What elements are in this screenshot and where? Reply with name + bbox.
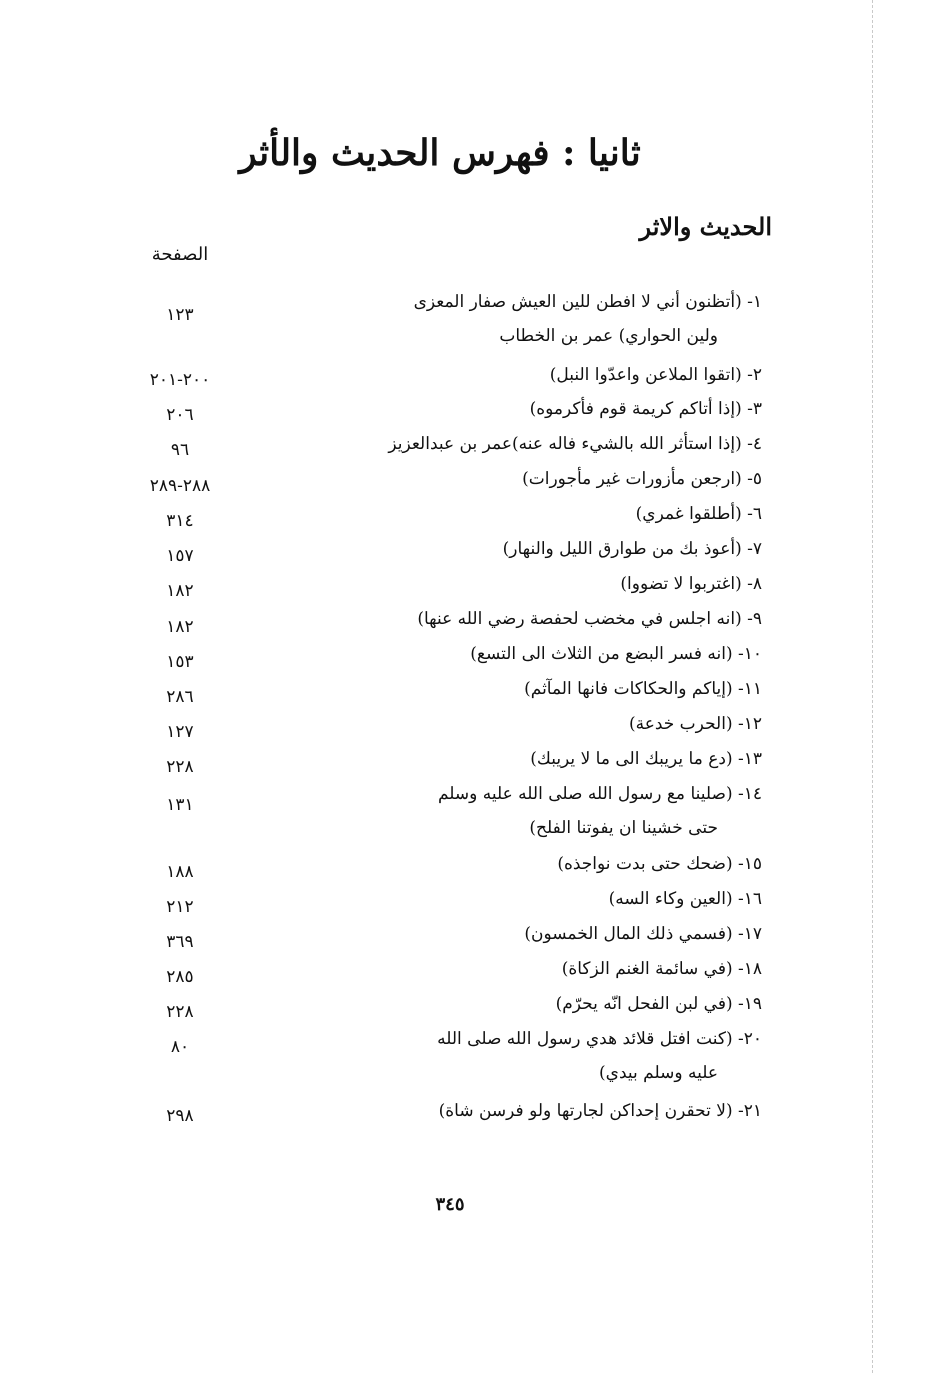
entry-page-number: ١٣١ [166,795,194,815]
entry-page-number: ١٢٧ [166,722,194,742]
index-entry [302,358,762,392]
entry-page-number: ٢٨٥ [166,967,194,987]
index-entry [302,777,762,845]
entry-text: ٦- (أطلقوا غمري) [635,504,762,524]
entry-text: ٢٠- (كنت افتل قلائد هدي رسول الله صلى الله [437,1029,762,1049]
entry-text: ١٢- (الحرب خدعة) [628,714,762,734]
entry-text: ١- (أتظنون أني لا افطن للين العيش صفار المعزى [413,292,762,312]
index-entry [302,917,762,951]
entry-text: ١٨- (في سائمة الغنم الزكاة) [561,959,762,979]
index-entry [302,285,762,353]
entry-page-number: ١٥٧ [166,546,194,566]
entry-page-number: ٣٦٩ [166,932,194,952]
index-entry [302,1022,762,1090]
entry-text: ١٥- (ضحك حتى بدت نواجذه) [557,854,762,874]
index-entry [302,882,762,916]
index-entry [302,567,762,601]
entry-text: ٩- (انه اجلس في مخضب لحفصة رضي الله عنها) [417,609,762,629]
entry-text-continuation: ولين الحواري) عمر بن الخطاب [499,326,718,346]
entry-page-number: ١٨٢ [166,581,194,601]
entry-text: ١٩- (في لبن الفحل انّه يحرّم) [555,994,762,1014]
entry-page-number: ١٥٣ [166,652,194,672]
entry-page-number: ٢٠٦ [166,405,194,425]
index-entry [302,672,762,706]
scan-edge-line [872,0,873,1373]
index-entry [302,707,762,741]
entry-page-number: ٩٦ [170,440,190,460]
entry-text: ١٣- (دع ما يريبك الى ما لا يريبك) [530,749,762,769]
entry-text: ٧- (أعوذ بك من طوارق الليل والنهار) [502,539,762,559]
entry-page-number: ٢١٢ [166,897,194,917]
entry-page-number: ١٢٣ [166,305,194,325]
entry-text: ١١- (إياكم والحكاكات فانها المآثم) [524,679,762,699]
index-entry [302,497,762,531]
index-entry [302,952,762,986]
index-entry [302,602,762,636]
index-entry [302,392,762,426]
entry-page-number: ١٨٢ [166,617,194,637]
entry-page-number: ٢٢٨ [166,757,194,777]
entry-text: ١٧- (فسمي ذلك المال الخمسون) [524,924,762,944]
entry-text: ٢١- (لا تحقرن إحداكن لجارتها ولو فرسن شاة) [438,1101,762,1121]
entry-page-number: ٢٠٠-٢٠١ [149,370,211,390]
entry-text: ١٤- (صلينا مع رسول الله صلى الله عليه وسلم [437,784,762,804]
entry-text: ١٦- (العين وكاء السه) [608,889,762,909]
entry-text: ٣- (إذا أتاكم كريمة قوم فأكرموه) [529,399,762,419]
entry-page-number: ٢٨٦ [166,687,194,707]
index-entry [302,532,762,566]
index-entry [302,462,762,496]
page-column-heading: الصفحة [151,244,209,265]
entry-page-number: ١٨٨ [166,862,194,882]
entry-text: ٢- (اتقوا الملاعن واعدّوا النبل) [549,365,762,385]
entry-text: ٨- (اغتربوا لا تضووا) [620,574,762,594]
index-entry [302,637,762,671]
entry-text: ٥- (ارجعن مأزورات غير مأجورات) [522,469,762,489]
index-entry [302,1094,762,1128]
entry-page-number: ٢٩٨ [166,1106,194,1126]
index-entry [302,427,762,461]
index-entry [302,987,762,1021]
entry-page-number: ٣١٤ [166,511,194,531]
entry-text-continuation: عليه وسلم بيدي) [599,1063,718,1083]
entry-page-number: ٢٨٨-٢٨٩ [149,476,211,496]
index-entry [302,742,762,776]
index-entry [302,847,762,881]
section-heading: الحديث والاثر [639,212,772,241]
entry-text: ١٠- (انه فسر البضع من الثلاث الى التسع) [470,644,762,664]
entry-text-continuation: حتى خشينا ان يفوتنا الفلح) [529,818,718,838]
entry-text: ٤- (إذا استأثر الله بالشيء فاله عنه)عمر بن عبدالعزيز [388,434,762,454]
page-title: ثانيا : فهرس الحديث والأثر [239,132,641,174]
page-number: ٣٤٥ [435,1194,465,1215]
entry-page-number: ٢٢٨ [166,1002,194,1022]
entry-page-number: ٨٠ [170,1037,190,1057]
